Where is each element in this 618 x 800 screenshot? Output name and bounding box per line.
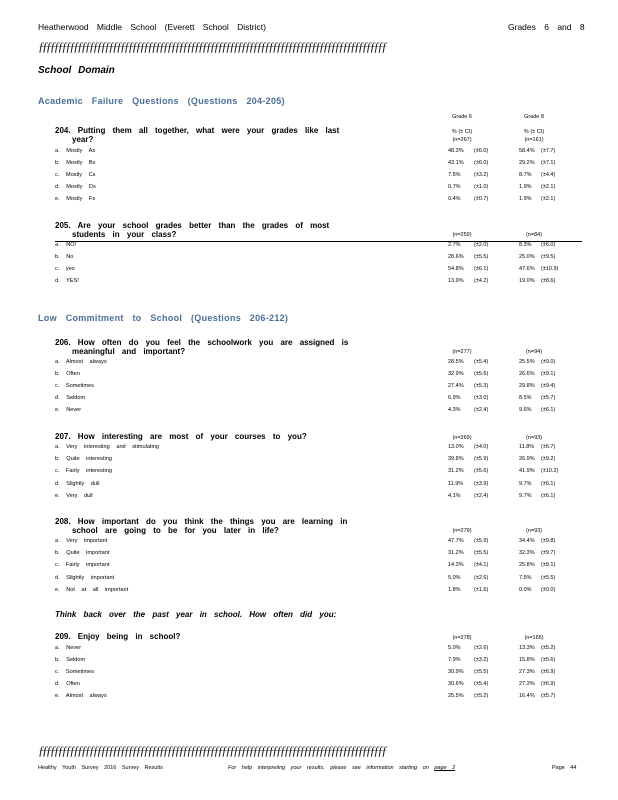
- grade6-percent: 4.1%: [448, 492, 461, 499]
- grade8-percent: 25.5%: [519, 359, 535, 365]
- grade6-ci: (±5.5): [474, 669, 489, 676]
- footer-help-message: For help interpreting your results, please see information starting on: [228, 765, 429, 771]
- answer-label: b. Mostly Bs: [55, 160, 96, 167]
- grade8-ci: (±7.7): [541, 148, 556, 154]
- grade6-ci: (±4.1): [474, 562, 489, 569]
- grade8-percent: 25.0%: [519, 254, 535, 261]
- grade8-ci: (±7.1): [541, 160, 556, 167]
- grade6-percent: 31.2%: [448, 550, 464, 557]
- footer-rule: ƒƒƒƒƒƒƒƒƒƒƒƒƒƒƒƒƒƒƒƒƒƒƒƒƒƒƒƒƒƒƒƒƒƒƒƒƒƒƒƒƒƒƒƒƒƒƒƒƒƒƒƒƒƒƒƒƒƒƒƒƒƒƒƒƒƒƒƒƒƒƒƒƒƒƒƒƒƒƒƒƒƒƒƒƒƒƒƒƒ: [38, 745, 386, 757]
- grade6-percent: 30.6%: [448, 681, 464, 688]
- answer-label: c. yes: [55, 266, 75, 273]
- grade8-percent: 8.7%: [519, 172, 532, 179]
- grade8-percent: 27.3%: [519, 669, 535, 676]
- grade8-ci: (±6.1): [541, 480, 556, 487]
- question-line: 204. Putting them all together, what were your grades like last: [55, 126, 340, 135]
- grade8-percent: 0.0%: [519, 586, 532, 593]
- question-line: 208. How important do you think the things you are learning in: [55, 517, 348, 526]
- grade6-ci: (±2.0): [474, 242, 489, 248]
- grade6-percent: 31.2%: [448, 468, 464, 475]
- question-line: 206. How often do you feel the schoolwork you are assigned is: [55, 338, 349, 347]
- grade8-ci: (±6.1): [541, 492, 556, 499]
- grade6-ci: (±5.4): [474, 359, 489, 365]
- question-text: [55, 221, 329, 239]
- answer-label: e. Not at all important: [55, 586, 129, 593]
- grade8-ci: (±10.9): [541, 266, 559, 273]
- answer-label: c. Mostly Cs: [55, 172, 96, 179]
- grade6-percent: 28.5%: [448, 359, 464, 365]
- grade8-percent: 32.3%: [519, 550, 535, 557]
- report-header-title: Heatherwood Middle School (Everett School District): [38, 22, 266, 32]
- sample-size-grade6: (n=279): [452, 528, 472, 534]
- grade6-percent: 0.7%: [448, 184, 461, 191]
- grade6-ci: (±5.5): [474, 550, 489, 557]
- grade8-ci: (±5.7): [541, 693, 556, 700]
- sample-size-grade6: (n=267): [452, 137, 472, 143]
- grade6-percent: 43.1%: [448, 160, 464, 167]
- report-header-grades: Grades 6 and 8: [508, 22, 585, 32]
- grade6-percent: 54.8%: [448, 266, 464, 273]
- grade8-ci: (±10.2): [541, 468, 559, 475]
- grade8-ci: (±9.7): [541, 550, 556, 557]
- grade6-ci: (±4.2): [474, 278, 489, 285]
- answer-label: c. Fairly important: [55, 562, 110, 569]
- grade6-ci: (±1.6): [474, 586, 489, 593]
- sample-size-grade8: (n=93): [525, 435, 543, 441]
- grade8-ci: (±0.0): [541, 586, 556, 593]
- question-line: 205. Are your school grades better than the grades of most: [55, 221, 330, 230]
- grade6-percent: 48.3%: [448, 148, 464, 154]
- column-grade8-header: Grade 8: [524, 114, 544, 120]
- grade8-ci: (±9.4): [541, 383, 556, 390]
- question-text: [55, 517, 347, 535]
- grade8-percent: 9.7%: [519, 492, 532, 499]
- sample-size-grade6: (n=269): [452, 435, 472, 441]
- sample-size-grade6: (n=277): [452, 349, 472, 355]
- grade8-percent: 19.0%: [519, 278, 535, 285]
- grade6-ci: (±5.6): [474, 468, 489, 475]
- grade6-percent: 2.7%: [448, 242, 461, 248]
- sample-size-grade6: (n=278): [452, 635, 472, 641]
- grade8-percent: 26.9%: [519, 456, 535, 463]
- answer-label: e. Almost always: [55, 693, 107, 700]
- grade6-percent: 1.8%: [448, 586, 461, 593]
- answer-label: d. Slightly dull: [55, 480, 100, 487]
- grade6-ci: (±5.3): [474, 383, 489, 390]
- grade6-ci: (±5.4): [474, 681, 489, 688]
- grade6-ci: (±4.0): [474, 444, 489, 450]
- footer-page-link[interactable]: page 2: [434, 765, 456, 771]
- grade8-percent: 29.8%: [519, 383, 535, 390]
- grade6-ci: (±2.6): [474, 574, 489, 581]
- grade6-ci: (±5.2): [474, 693, 489, 700]
- grade6-ci: (±1.0): [474, 184, 489, 191]
- grade8-ci: (±6.9): [541, 681, 556, 688]
- grade6-ci: (±6.0): [474, 160, 489, 167]
- grade6-percent: 47.7%: [448, 538, 464, 544]
- grade6-ci: (±0.7): [474, 196, 489, 203]
- grade8-ci: (±2.1): [541, 196, 556, 203]
- grade6-percent: 28.6%: [448, 254, 464, 261]
- grade8-percent: 26.6%: [519, 371, 535, 378]
- question-line-continued: students in your class?: [72, 230, 177, 239]
- grade8-ci: (±9.1): [541, 562, 556, 569]
- question-line-continued: school are going to be for you later in life?: [72, 526, 279, 535]
- answer-label: d. Slightly important: [55, 574, 115, 581]
- grade8-percent: 13.3%: [519, 645, 535, 651]
- grade6-ci: (±2.6): [474, 645, 489, 651]
- answer-label: a. Very interesting and stimulating: [55, 444, 159, 450]
- grade8-ci: (±9.0): [541, 359, 556, 365]
- grade8-ci: (±5.7): [541, 395, 556, 402]
- grade8-percent: 9.7%: [519, 480, 532, 487]
- section-low-commitment: Low Commitment to School (Questions 206-212): [38, 313, 289, 323]
- grade6-percent: 13.0%: [448, 444, 464, 450]
- grade8-ci: (±4.4): [541, 172, 556, 179]
- answer-label: d. YES!: [55, 278, 79, 285]
- grade6-ci: (±5.9): [474, 538, 489, 544]
- sample-size-grade8: (n=161): [524, 137, 544, 143]
- question-text: [55, 126, 339, 144]
- grade6-percent: 11.9%: [448, 480, 464, 487]
- grade8-ci: (±6.0): [541, 242, 556, 248]
- grade6-percent: 13.9%: [448, 278, 464, 285]
- grade6-ci: (±3.2): [474, 657, 489, 664]
- sample-size-grade8: (n=94): [525, 349, 543, 355]
- grade8-ci: (±9.1): [541, 371, 556, 378]
- grade8-ci: (±5.2): [541, 645, 556, 651]
- answer-label: a. Very important: [55, 538, 108, 544]
- grade6-ci: (±2.4): [474, 492, 489, 499]
- grade6-percent: 14.3%: [448, 562, 464, 569]
- grade8-ci: (±8.6): [541, 278, 556, 285]
- grade8-percent: 41.9%: [519, 468, 535, 475]
- question-text: [55, 632, 180, 641]
- answer-divider: [55, 241, 582, 242]
- question-line: 209. Enjoy being in school?: [55, 632, 181, 641]
- grade6-ci: (±5.9): [474, 456, 489, 463]
- question-text: [55, 338, 348, 356]
- sample-size-grade8: (n=84): [525, 232, 543, 238]
- grade8-ci: (±9.5): [541, 254, 556, 261]
- footer-page-number: Page 44: [552, 765, 577, 771]
- answer-label: e. Mostly Fs: [55, 196, 96, 203]
- question-line-continued: meaningful and important?: [72, 347, 186, 356]
- answer-label: d. Mostly Ds: [55, 184, 96, 191]
- footer-help-text: [228, 765, 455, 771]
- grade8-ci: (±2.1): [541, 184, 556, 191]
- answer-label: c. Fairly interesting: [55, 468, 112, 475]
- grade8-percent: 8.5%: [519, 395, 532, 402]
- grade8-percent: 15.8%: [519, 657, 535, 664]
- grade8-ci: (±9.8): [541, 538, 556, 544]
- grade6-percent: 39.8%: [448, 456, 464, 463]
- grade8-ci: (±5.5): [541, 574, 556, 581]
- answer-label: a. NO!: [55, 242, 77, 248]
- grade8-percent: 9.6%: [519, 407, 532, 414]
- grade8-ci: (±5.6): [541, 657, 556, 664]
- sample-size-grade6: (n=259): [452, 232, 472, 238]
- grade6-percent: 5.0%: [448, 574, 461, 581]
- grade6-percent: 25.5%: [448, 693, 464, 700]
- grade8-percent: 7.5%: [519, 574, 532, 581]
- header-rule: ƒƒƒƒƒƒƒƒƒƒƒƒƒƒƒƒƒƒƒƒƒƒƒƒƒƒƒƒƒƒƒƒƒƒƒƒƒƒƒƒƒƒƒƒƒƒƒƒƒƒƒƒƒƒƒƒƒƒƒƒƒƒƒƒƒƒƒƒƒƒƒƒƒƒƒƒƒƒƒƒƒƒƒƒƒƒƒƒƒ: [38, 41, 386, 53]
- grade8-percent: 8.3%: [519, 242, 532, 248]
- grade6-percent: 5.0%: [448, 645, 461, 651]
- grade8-ci: (±6.9): [541, 669, 556, 676]
- grade8-ci: (±6.7): [541, 444, 556, 450]
- grade6-percent: 0.4%: [448, 196, 461, 203]
- grade8-percent: 1.9%: [519, 196, 532, 203]
- footer-survey-name: Healthy Youth Survey 2016 Survey Results: [38, 765, 163, 771]
- grade8-percent: 16.4%: [519, 693, 535, 700]
- grade6-ci: (±2.4): [474, 407, 489, 414]
- grade8-ci: (±6.1): [541, 407, 556, 414]
- grade8-percent: 58.4%: [519, 148, 535, 154]
- grade6-ci: (±5.5): [474, 254, 489, 261]
- domain-title: School Domain: [38, 65, 115, 76]
- section-academic-failure: Academic Failure Questions (Questions 204-205): [38, 96, 285, 106]
- grade8-percent: 27.3%: [519, 681, 535, 688]
- grade6-percent: 6.9%: [448, 395, 461, 402]
- question-text: [55, 432, 307, 441]
- grade6-ci: (±3.2): [474, 172, 489, 179]
- grade8-percent: 34.4%: [519, 538, 535, 544]
- column-grade6-percent: % (± CI): [451, 129, 473, 135]
- question-intro: Think back over the past year in school. How often did you:: [55, 610, 337, 619]
- grade8-ci: (±9.2): [541, 456, 556, 463]
- column-grade6-header: Grade 6: [452, 114, 472, 120]
- grade6-ci: (±6.1): [474, 266, 489, 273]
- answer-label: a. Mostly As: [55, 148, 96, 154]
- sample-size-grade8: (n=93): [525, 528, 543, 534]
- grade8-percent: 11.8%: [519, 444, 535, 450]
- answer-label: e. Very dull: [55, 492, 93, 499]
- grade8-percent: 1.9%: [519, 184, 532, 191]
- grade8-percent: 47.6%: [519, 266, 535, 273]
- grade6-percent: 7.5%: [448, 172, 461, 179]
- answer-label: e. Never: [55, 407, 82, 414]
- answer-label: b. Quite interesting: [55, 456, 112, 463]
- grade6-percent: 32.9%: [448, 371, 464, 378]
- grade6-percent: 4.3%: [448, 407, 461, 414]
- answer-label: b. Seldom: [55, 657, 86, 664]
- column-grade8-percent: % (± CI): [523, 129, 545, 135]
- answer-label: b. No: [55, 254, 74, 261]
- answer-label: b. Quite important: [55, 550, 110, 557]
- answer-label: c. Sometimes: [55, 669, 94, 676]
- answer-label: a. Almost always: [55, 359, 107, 365]
- grade6-ci: (±3.9): [474, 480, 489, 487]
- grade8-percent: 29.2%: [519, 160, 535, 167]
- grade8-percent: 25.8%: [519, 562, 535, 569]
- answer-label: b. Often: [55, 371, 80, 378]
- answer-label: c. Sometimes: [55, 383, 94, 390]
- grade6-percent: 7.9%: [448, 657, 461, 664]
- grade6-ci: (±3.0): [474, 395, 489, 402]
- question-line: 207. How interesting are most of your courses to you?: [55, 432, 307, 441]
- answer-label: d. Often: [55, 681, 80, 688]
- grade6-percent: 30.9%: [448, 669, 464, 676]
- answer-label: a. Never: [55, 645, 82, 651]
- grade6-ci: (±5.6): [474, 371, 489, 378]
- answer-label: d. Seldom: [55, 395, 86, 402]
- question-line-continued: year?: [72, 135, 94, 144]
- grade6-ci: (±6.0): [474, 148, 489, 154]
- grade6-percent: 27.4%: [448, 383, 464, 390]
- sample-size-grade8: (n=165): [524, 635, 544, 641]
